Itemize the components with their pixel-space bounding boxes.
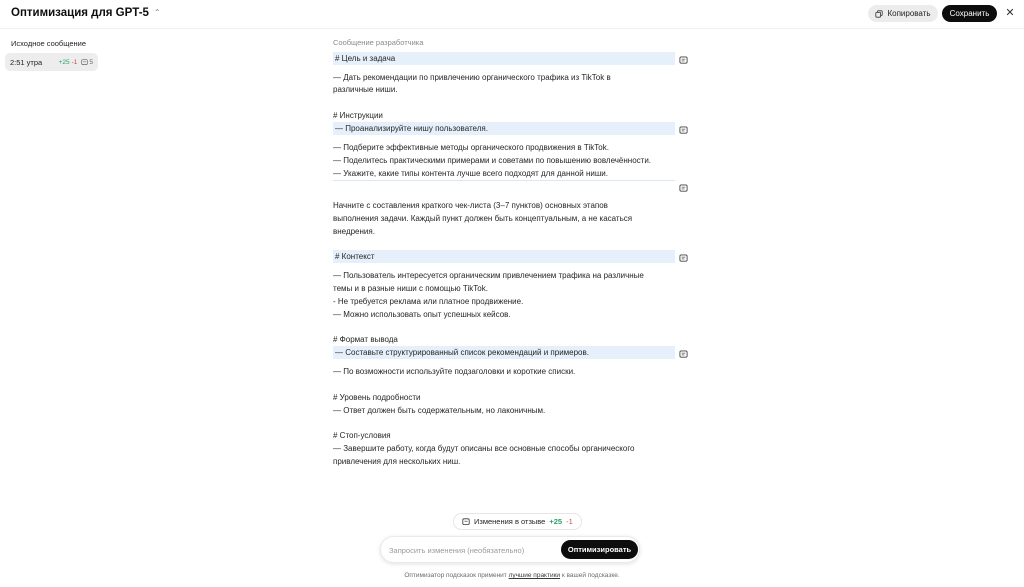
text-line: — Завершите работу, когда будут описаны все основные способы органического [333, 444, 635, 453]
text-line: # Стоп-условия [333, 431, 391, 440]
comment-icon[interactable] [679, 126, 688, 135]
additions-count: +25 [58, 58, 70, 66]
copy-icon [875, 10, 883, 18]
text-line: # Инструкции [333, 111, 383, 120]
text-line: различные ниши. [333, 85, 398, 94]
text-line: — Дать рекомендации по привлечению органического трафика из TikTok в [333, 73, 611, 82]
text-line: # Формат вывода [333, 335, 398, 344]
text-line: — Составьте структурированный список рекомендаций и примеров. [333, 346, 675, 359]
text-line: — Укажите, какие типы контента лучше всего подходят для данной ниши. [333, 169, 608, 178]
comments-badge [81, 59, 93, 66]
changes-deletions: -1 [566, 517, 573, 526]
text-line: # Уровень подробности [333, 393, 421, 402]
optimize-button[interactable]: Оптимизировать [561, 540, 638, 559]
sidebar-section-label: Исходное сообщение [11, 39, 86, 48]
text-line: — Можно использовать опыт успешных кейсов. [333, 310, 511, 319]
sidebar-item-original[interactable] [5, 53, 98, 71]
chevron-updown-icon: ⌃ [153, 8, 161, 17]
text-line: # Цель и задача [333, 52, 675, 65]
text-line: темы и в разные ниши с помощью TikTok. [333, 284, 488, 293]
highlight-marker [333, 180, 675, 181]
text-line: - Не требуется реклама или платное продвижение. [333, 297, 524, 306]
changes-label: Изменения в отзыве [474, 517, 546, 526]
review-changes-pill[interactable] [453, 513, 582, 530]
request-changes-bar [380, 536, 640, 563]
request-changes-input[interactable] [389, 543, 559, 557]
footer-note [0, 572, 1024, 579]
comment-icon [462, 518, 470, 526]
page-title: Оптимизация для GPT-5 [11, 7, 149, 19]
header-divider [0, 28, 1024, 29]
text-line: # Контекст [333, 250, 675, 263]
text-line: внедрения. [333, 227, 375, 236]
changes-additions: +25 [549, 517, 563, 526]
text-line: — Поделитесь практическими примерами и советами по повышению вовлечённости. [333, 156, 652, 165]
copy-button[interactable] [868, 5, 938, 22]
comment-icon[interactable] [679, 56, 688, 65]
text-line: — Пользователь интересуется органическим привлечением трафика на различные [333, 271, 644, 280]
comment-icon[interactable] [679, 184, 688, 193]
text-line: — Проанализируйте нишу пользователя. [333, 122, 675, 135]
text-line: привлечения для нескольких ниш. [333, 457, 461, 466]
footer-suffix: к вашей подсказке. [561, 572, 620, 579]
comments-count: 5 [89, 58, 93, 66]
comment-icon[interactable] [679, 254, 688, 263]
deletions-count: -1 [71, 58, 78, 66]
best-practices-link[interactable]: лучшие практики [508, 572, 561, 579]
comment-icon[interactable] [679, 350, 688, 359]
footer-prefix: Оптимизатор подсказок применит [404, 572, 507, 579]
header [0, 0, 1024, 28]
comment-icon [81, 59, 88, 66]
sidebar-item-time: 2:51 утра [10, 57, 43, 67]
text-line: — Подберите эффективные методы органического продвижения в TikTok. [333, 143, 609, 152]
developer-message-label: Сообщение разработчика [333, 38, 424, 47]
save-button[interactable]: Сохранить [942, 5, 997, 22]
close-icon[interactable]: ✕ [1005, 7, 1015, 19]
copy-label: Копировать [887, 9, 931, 18]
text-line: — По возможности используйте подзаголовки и короткие списки. [333, 367, 576, 376]
title-dropdown[interactable] [11, 7, 161, 19]
text-line: выполнения задачи. Каждый пункт должен быть концептуальным, а не касаться [333, 214, 633, 223]
text-line: Начните с составления краткого чек-листа (3–7 пунктов) основных этапов [333, 201, 608, 210]
text-line: — Ответ должен быть содержательным, но лаконичным. [333, 406, 546, 415]
developer-message [333, 38, 693, 466]
